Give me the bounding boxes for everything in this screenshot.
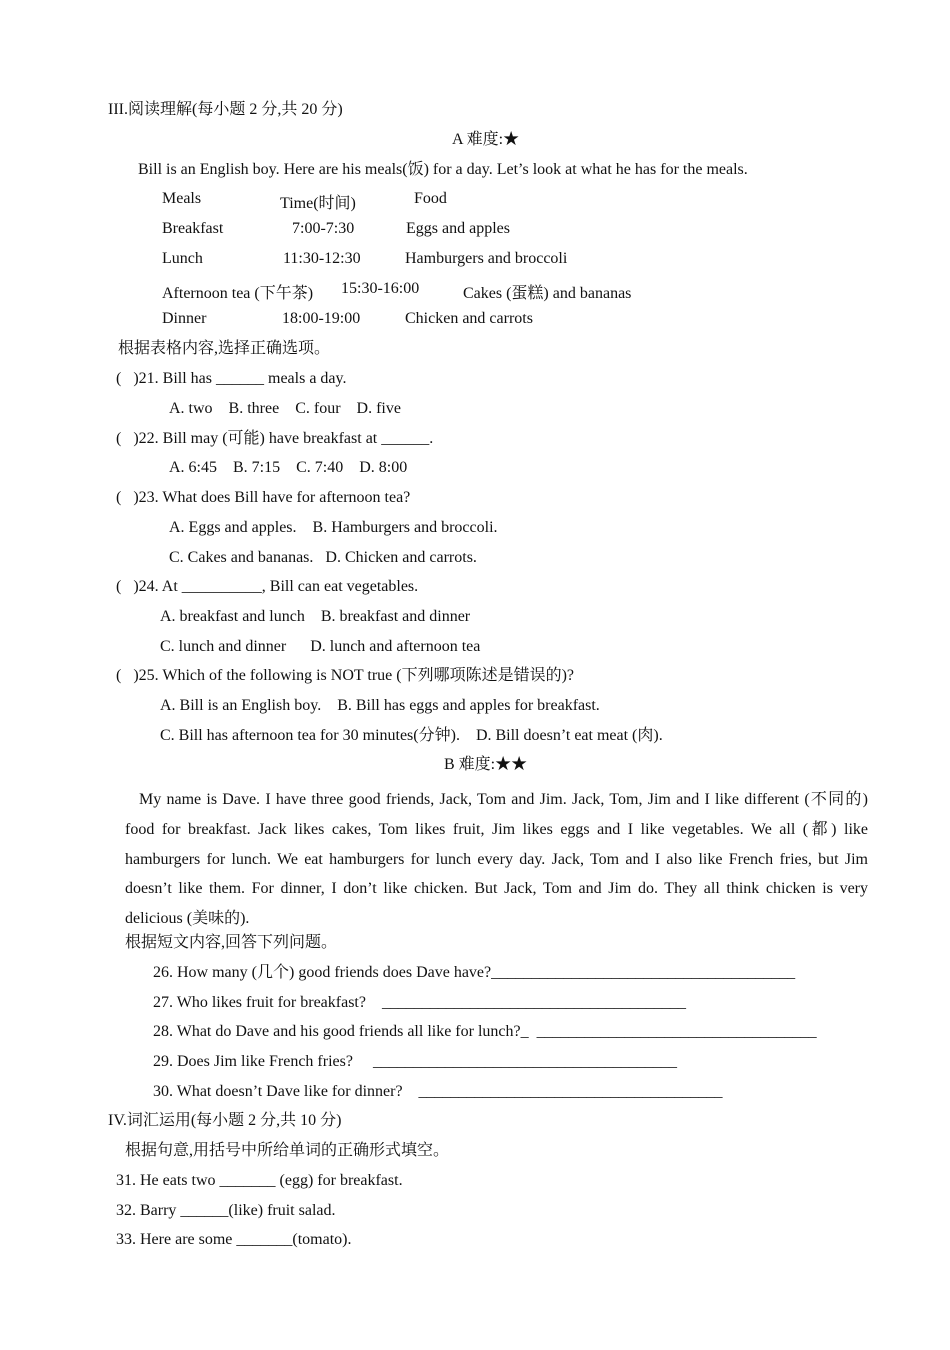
question-33: 33. Here are some _______(tomato). (116, 1231, 352, 1248)
question-24: ( )24. At __________, Bill can eat vegetables. (116, 578, 419, 595)
table-cell: 11:30-12:30 (283, 250, 361, 267)
question-30: 30. What doesn’t Dave like for dinner? ______________________________________ (153, 1083, 723, 1100)
passage-b-instruction: 根据短文内容,回答下列问题。 (125, 934, 338, 951)
meal-table-header (0, 190, 950, 210)
question-23: ( )23. What does Bill have for afternoon tea? (116, 489, 411, 506)
table-cell: 15:30-16:00 (341, 280, 420, 297)
section-3-heading: III.阅读理解(每小题 2 分,共 20 分) (108, 101, 343, 118)
table-header-cell: Time(时间) (280, 195, 356, 212)
table-header-cell: Food (414, 190, 447, 207)
question-25-options: A. Bill is an English boy. B. Bill has eggs and apples for breakfast. (160, 697, 600, 714)
table-cell: Lunch (162, 250, 203, 267)
question-28: 28. What do Dave and his good friends all like for lunch?_ ___________________________________ (153, 1023, 817, 1040)
passage-b-title: B 难度:★★ (444, 756, 528, 773)
question-26: 26. How many (几个) good friends does Dave have?______________________________________ (153, 964, 796, 981)
question-25: ( )25. Which of the following is NOT true (下列哪项陈述是错误的)? (116, 667, 575, 684)
question-22-options: A. 6:45 B. 7:15 C. 7:40 D. 8:00 (169, 459, 408, 476)
table-header-cell: Meals (162, 190, 202, 207)
passage-a-instruction: 根据表格内容,选择正确选项。 (118, 340, 331, 357)
question-21: ( )21. Bill has ______ meals a day. (116, 370, 347, 387)
question-29: 29. Does Jim like French fries? ______________________________________ (153, 1053, 677, 1070)
question-32: 32. Barry ______(like) fruit salad. (116, 1202, 336, 1219)
passage-a-title: A 难度:★ (452, 131, 520, 148)
meal-table-row (0, 280, 950, 300)
table-cell: 7:00-7:30 (292, 220, 355, 237)
table-cell: Dinner (162, 310, 207, 327)
question-24-options: C. lunch and dinner D. lunch and afternoon tea (160, 638, 481, 655)
meal-table-row (0, 250, 950, 270)
table-cell: Afternoon tea (下午茶) (162, 285, 314, 302)
question-23-options: C. Cakes and bananas. D. Chicken and carrots. (169, 549, 477, 566)
section-4-heading: IV.词汇运用(每小题 2 分,共 10 分) (108, 1112, 342, 1129)
table-cell: Eggs and apples (406, 220, 510, 237)
question-21-options: A. two B. three C. four D. five (169, 400, 401, 417)
passage-b-paragraph: My name is Dave. I have three good friends, Jack, Tom and Jim. Jack, Tom, Jim and I like different (不同的) food for breakfast. Jack likes cakes, Tom likes fruit, Jim likes eggs and I like vegetables. We all (都) like hamburgers for lunch. We eat hamburgers for lunch every day. Jack, Tom and I also like French fries, but Jim doesn’t like them. For dinner, I don’t like chicken. But Jack, Tom and Jim do. They all think chicken is very delicious (美味的). (125, 791, 868, 928)
question-24-options: A. breakfast and lunch B. breakfast and dinner (160, 608, 471, 625)
question-27: 27. Who likes fruit for breakfast? ______________________________________ (153, 994, 686, 1011)
question-25-options: C. Bill has afternoon tea for 30 minutes(分钟). D. Bill doesn’t eat meat (肉). (160, 727, 663, 744)
table-cell: 18:00-19:00 (282, 310, 361, 327)
table-cell: Cakes (蛋糕) and bananas (463, 285, 632, 302)
meal-table-row (0, 310, 950, 330)
section-4-instruction: 根据句意,用括号中所给单词的正确形式填空。 (125, 1142, 450, 1159)
question-31: 31. He eats two _______ (egg) for breakfast. (116, 1172, 403, 1189)
passage-a-intro: Bill is an English boy. Here are his meals(饭) for a day. Let’s look at what he has for the meals. (138, 161, 748, 178)
table-cell: Hamburgers and broccoli (405, 250, 568, 267)
table-cell: Chicken and carrots (405, 310, 533, 327)
table-cell: Breakfast (162, 220, 224, 237)
question-23-options: A. Eggs and apples. B. Hamburgers and broccoli. (169, 519, 498, 536)
question-22: ( )22. Bill may (可能) have breakfast at ______. (116, 430, 434, 447)
meal-table-row (0, 220, 950, 240)
